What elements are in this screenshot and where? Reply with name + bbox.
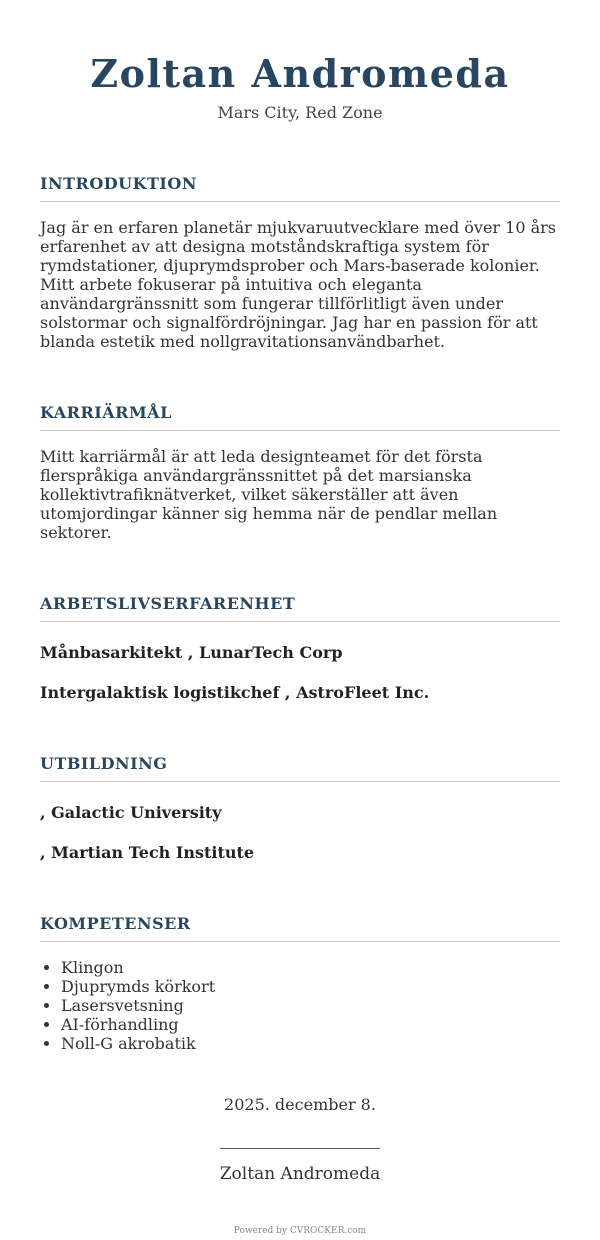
section-work-experience bbox=[40, 594, 560, 702]
skill-item: • Djuprymds körkort bbox=[61, 977, 560, 996]
section-education bbox=[40, 754, 560, 862]
experience-entry: Intergalaktisk logistikchef , AstroFleet Inc. bbox=[40, 682, 430, 702]
skill-item: • Klingon bbox=[61, 958, 560, 977]
signature-block bbox=[40, 1095, 560, 1184]
section-title-work-experience: ARBETSLIVSERFARENHET bbox=[40, 594, 560, 622]
experience-entry: Månbasarkitekt , LunarTech Corp bbox=[40, 642, 343, 662]
section-title-skills: KOMPETENSER bbox=[40, 914, 560, 942]
section-title-education: UTBILDNING bbox=[40, 754, 560, 782]
signature-date: 2025. december 8. bbox=[224, 1094, 376, 1114]
section-title-introduction: INTRODUKTION bbox=[40, 174, 560, 202]
skill-item: • Noll-G akrobatik bbox=[61, 1034, 560, 1053]
section-title-career-goal: KARRIÄRMÅL bbox=[40, 403, 560, 431]
introduction-text: Jag är en erfaren planetär mjukvaruutvecklare med över 10 års erfarenhet av att designa motståndskraftiga system för rymdstationer, djuprymdsprober och Mars-baserade kolonier. Mitt arbete fokuserar på intuitiva och eleganta användargränssnitt som fungerar tillförlitligt även under solstormar och signalfördröjningar. Jag har en passion för att blanda estetik med nollgravitationsanvändbarhet. bbox=[40, 217, 556, 351]
cv-holder-name: Zoltan Andromeda bbox=[90, 51, 510, 96]
section-introduction bbox=[40, 174, 560, 351]
skills-list bbox=[40, 958, 560, 1053]
skill-item: • AI-förhandling bbox=[61, 1015, 560, 1034]
signature-line bbox=[220, 1148, 380, 1149]
footer-branding: Powered by CVROCKER.com bbox=[233, 1226, 367, 1236]
education-entry: , Martian Tech Institute bbox=[40, 842, 255, 862]
cv-holder-location: Mars City, Red Zone bbox=[217, 102, 383, 122]
section-skills bbox=[40, 914, 560, 1053]
education-entry: , Galactic University bbox=[40, 802, 222, 822]
career-goal-text: Mitt karriärmål är att leda designteamet för det första flerspråkiga användargränssnittet på det marsianska kollektivtrafiknätverket, vilket säkerställer att även utomjordingar känner sig hemma när de pendlar mellan sektorer. bbox=[40, 446, 498, 542]
section-career-goal bbox=[40, 403, 560, 542]
skill-item: • Lasersvetsning bbox=[61, 996, 560, 1015]
signature-name: Zoltan Andromeda bbox=[219, 1163, 381, 1184]
